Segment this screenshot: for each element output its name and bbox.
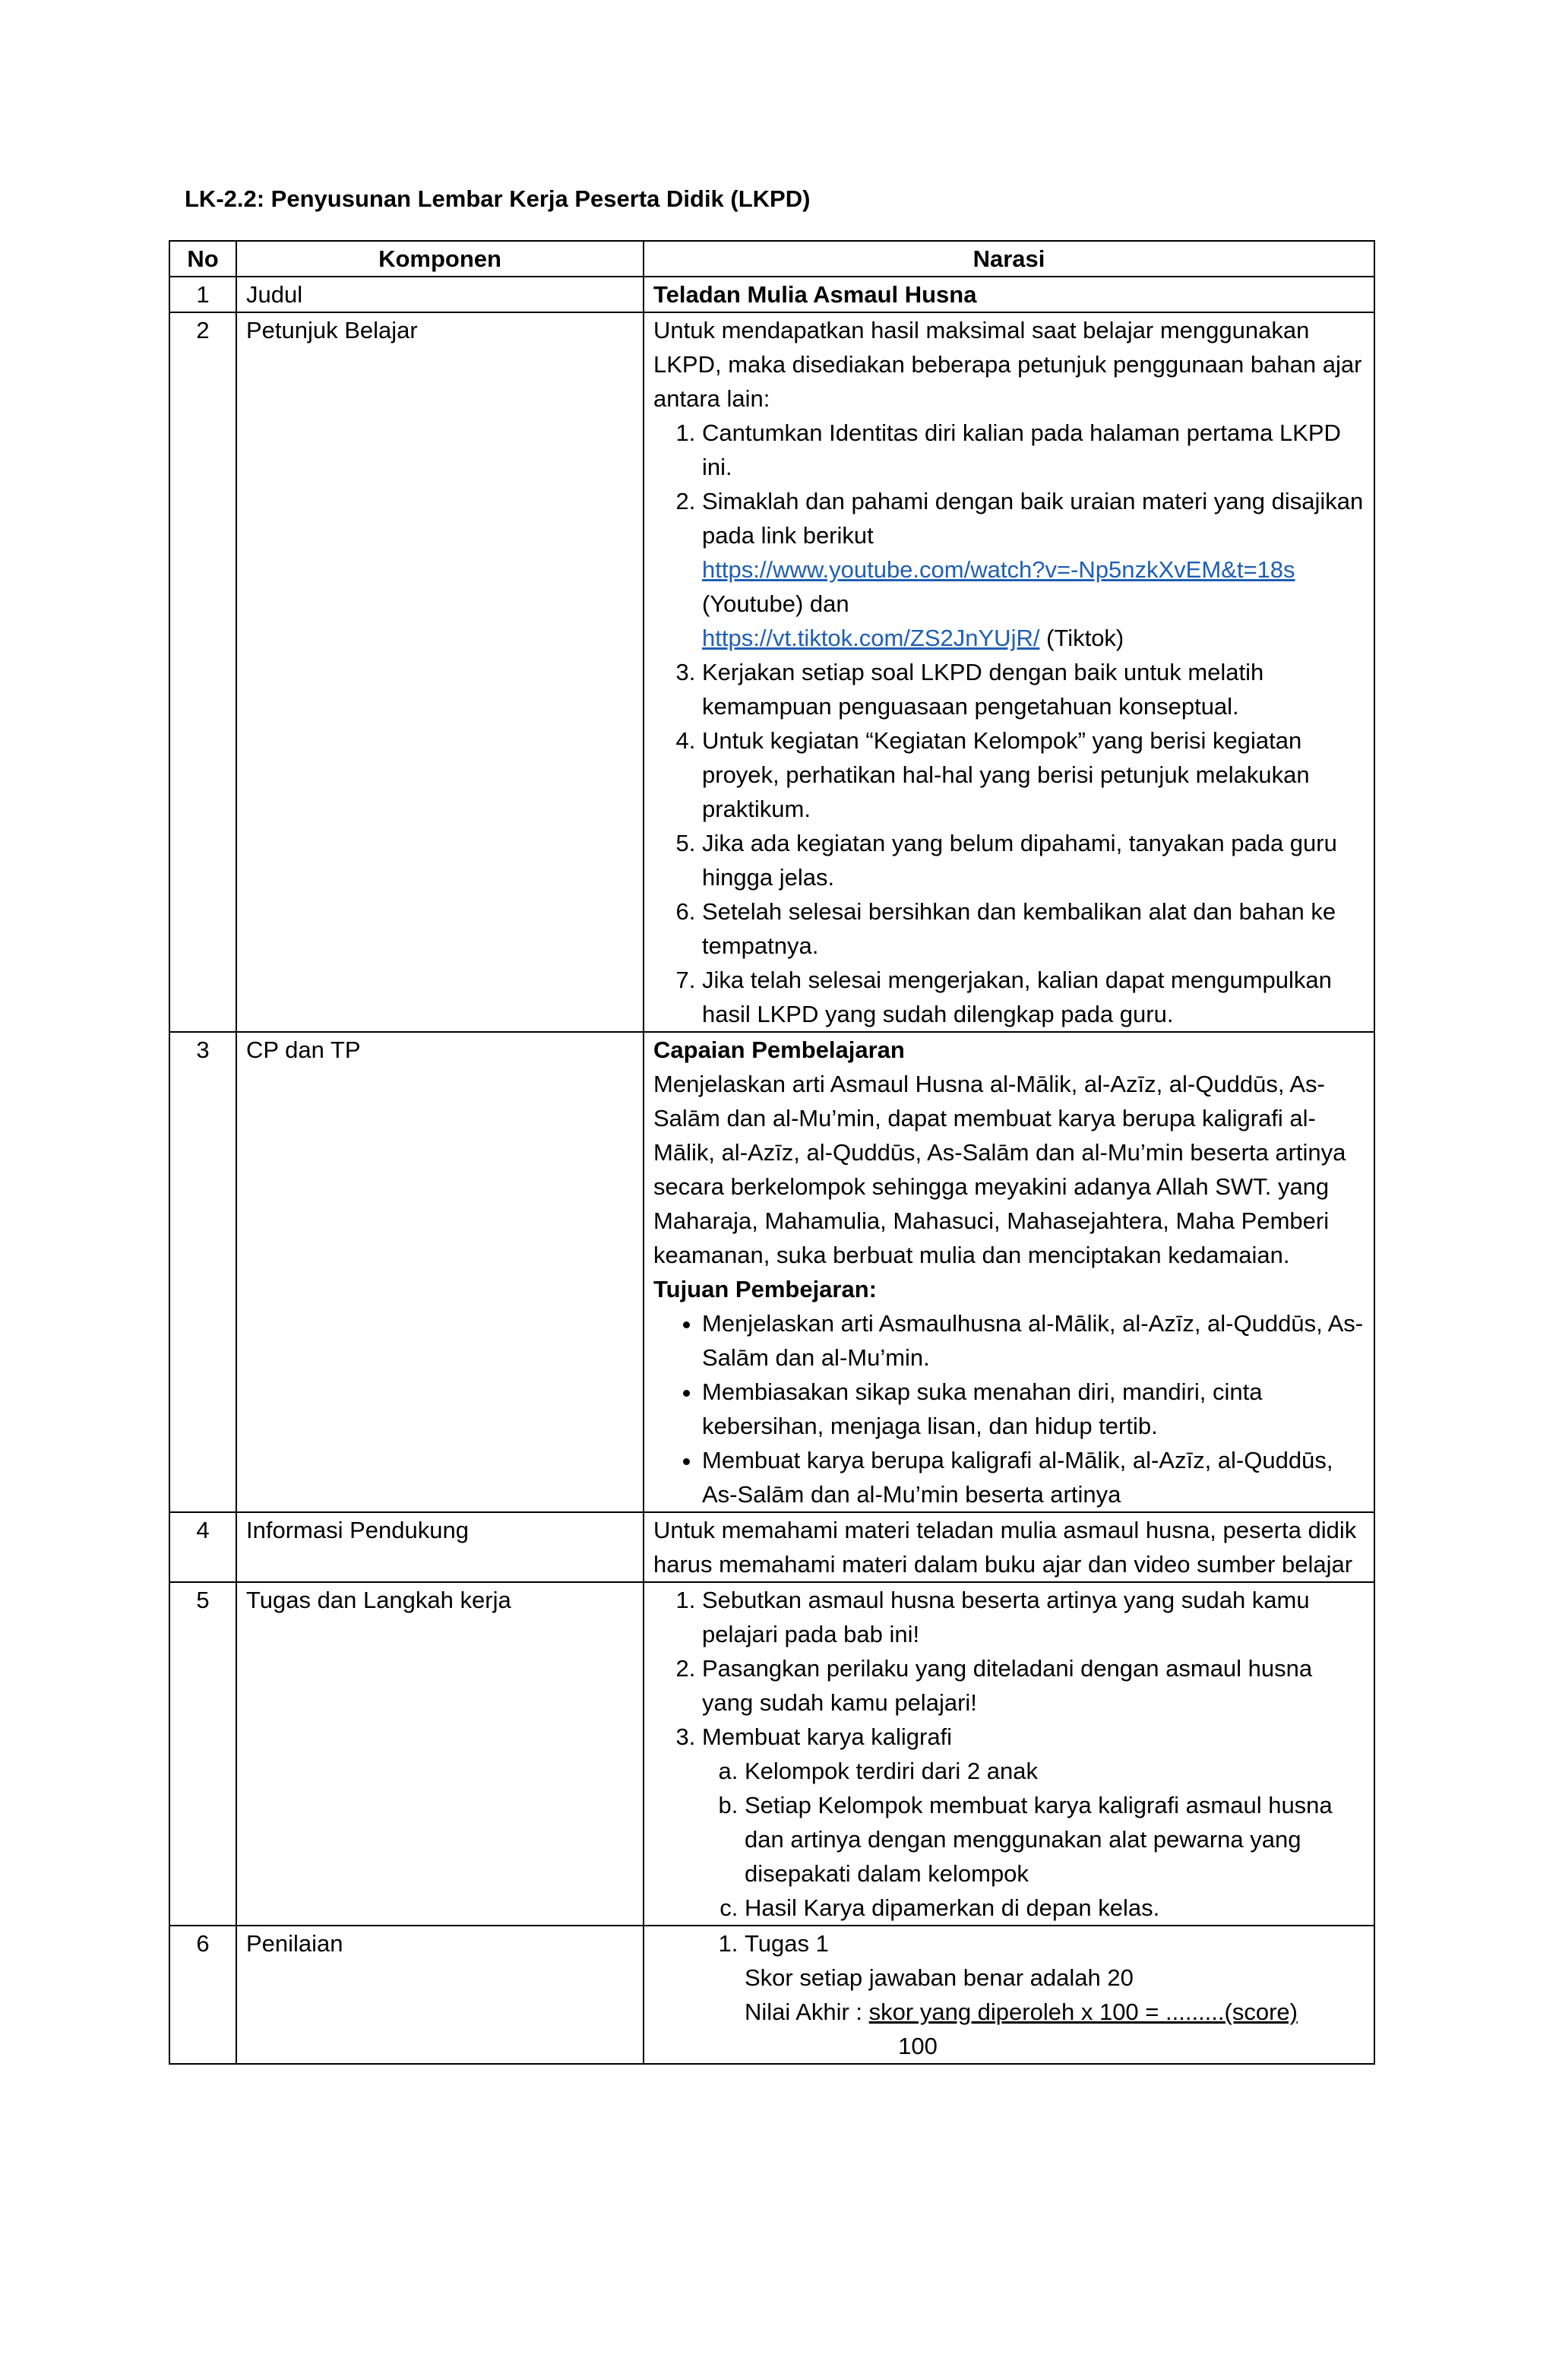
youtube-link[interactable]: https://www.youtube.com/watch?v=-Np5nzkXvEM&t=18s [702,556,1295,583]
row-number: 4 [169,1512,236,1582]
list-item [745,1926,1365,2029]
row-number: 3 [169,1032,236,1512]
list-item: 7. Jika telah selesai mengerjakan, kalian dapat mengumpulkan hasil LKPD yang sudah dilengkap pada guru. [702,963,1365,1031]
penilaian-item: 1. Tugas 1 [745,1930,829,1957]
row-number: 2 [169,312,236,1032]
sub-list-item: a. Kelompok terdiri dari 2 anak [745,1754,1365,1788]
tugas-list [653,1583,1365,1925]
narasi-cell [644,1582,1374,1926]
table-row [169,1926,1374,2064]
komponen-cell: Petunjuk Belajar [236,312,644,1032]
tiktok-link[interactable]: https://vt.tiktok.com/ZS2JnYUjR/ [702,625,1040,651]
table-header-row [169,241,1374,277]
link-suffix: (Tiktok) [1039,625,1124,651]
sub-list-item: b. Setiap Kelompok membuat karya kaligrafi asmaul husna dan artinya dengan menggunakan alat pewarna yang disepakati dalam kelompok [745,1788,1365,1891]
cp-text: Menjelaskan arti Asmaul Husna al-Mālik, al-Azīz, al-Quddūs, As-Salām dan al-Mu’min, dapat membuat karya berupa kaligrafi al-Mālik, al-Azīz, al-Quddūs, As-Salām dan al-Mu’min beserta artinya secara berkelompok sehingga meyakini adanya Allah SWT. yang Maharaja, Mahamulia, Mahasuci, Mahasejahtera, Maha Pemberi keamanan, suka berbuat mulia dan menciptakan kedamaian. [653,1071,1346,1268]
list-item-text: Membuat karya kaligrafi [702,1723,953,1750]
list-item: 1. Cantumkan Identitas diri kalian pada halaman pertama LKPD ini. [702,416,1365,484]
header-komponen: Komponen [236,241,644,277]
row-number: 5 [169,1582,236,1926]
petunjuk-list [653,416,1365,1031]
penilaian-skor: Skor setiap jawaban benar adalah 20 [745,1964,1134,1991]
narasi-cell [644,312,1374,1032]
penilaian-list [653,1926,1365,2029]
komponen-cell: Informasi Pendukung [236,1512,644,1582]
list-item: 5. Jika ada kegiatan yang belum dipahami, tanyakan pada guru hingga jelas. [702,826,1365,894]
list-item: • Menjelaskan arti Asmaulhusna al-Mālik, al-Azīz, al-Quddūs, As-Salām dan al-Mu’min. [702,1306,1365,1375]
komponen-cell: Tugas dan Langkah kerja [236,1582,644,1926]
table-row [169,312,1374,1032]
komponen-cell: CP dan TP [236,1032,644,1512]
nilai-denominator: 100 [898,2033,938,2059]
nilai-formula: skor yang diperoleh x 100 = .........(score) [868,1999,1298,2025]
tp-heading: Tujuan Pembejaran: [653,1276,877,1302]
narasi-cell: Teladan Mulia Asmaul Husna [644,277,1374,312]
row-number: 6 [169,1926,236,2064]
table-row [169,1512,1374,1582]
table-row [169,1032,1374,1512]
tp-list [653,1306,1365,1511]
link-suffix: (Youtube) dan [702,590,849,617]
narasi-cell [644,1926,1374,2064]
nilai-label: Nilai Akhir : [745,1999,869,2025]
penilaian-nilai [745,1995,1365,2029]
header-narasi: Narasi [644,241,1374,277]
page-title: LK-2.2: Penyusunan Lembar Kerja Peserta Didik (LKPD) [185,185,811,212]
komponen-cell: Judul [236,277,644,312]
cp-heading: Capaian Pembelajaran [653,1037,905,1063]
narasi-cell: Untuk memahami materi teladan mulia asmaul husna, peserta didik harus memahami materi dalam buku ajar dan video sumber belajar [644,1512,1374,1582]
sub-list [702,1754,1365,1925]
narasi-cell [644,1032,1374,1512]
lkpd-table [169,240,1375,2065]
sub-list-item: c. Hasil Karya dipamerkan di depan kelas. [745,1891,1365,1925]
list-item: 6. Setelah selesai bersihkan dan kembalikan alat dan bahan ke tempatnya. [702,894,1365,963]
row-number: 1 [169,277,236,312]
list-item-text: Simaklah dan pahami dengan baik uraian materi yang disajikan pada link berikut [702,488,1364,549]
list-item [702,484,1365,655]
komponen-cell: Penilaian [236,1926,644,2064]
list-item: 2. Pasangkan perilaku yang diteladani dengan asmaul husna yang sudah kamu pelajari! [702,1651,1365,1720]
petunjuk-intro: Untuk mendapatkan hasil maksimal saat belajar menggunakan LKPD, maka disediakan beberapa petunjuk penggunaan bahan ajar antara lain: [653,317,1362,412]
list-item: • Membuat karya berupa kaligrafi al-Mālik, al-Azīz, al-Quddūs, As-Salām dan al-Mu’min beserta artinya [702,1443,1365,1511]
list-item [702,1720,1365,1925]
list-item: 1. Sebutkan asmaul husna beserta artinya yang sudah kamu pelajari pada bab ini! [702,1583,1365,1651]
list-item: 3. Kerjakan setiap soal LKPD dengan baik untuk melatih kemampuan penguasaan pengetahuan konseptual. [702,655,1365,723]
list-item: • Membiasakan sikap suka menahan diri, mandiri, cinta kebersihan, menjaga lisan, dan hidup tertib. [702,1375,1365,1443]
list-item: 4. Untuk kegiatan “Kegiatan Kelompok” yang berisi kegiatan proyek, perhatikan hal-hal yang berisi petunjuk melakukan praktikum. [702,723,1365,826]
table-row [169,1582,1374,1926]
header-no: No [169,241,236,277]
table-row [169,277,1374,312]
